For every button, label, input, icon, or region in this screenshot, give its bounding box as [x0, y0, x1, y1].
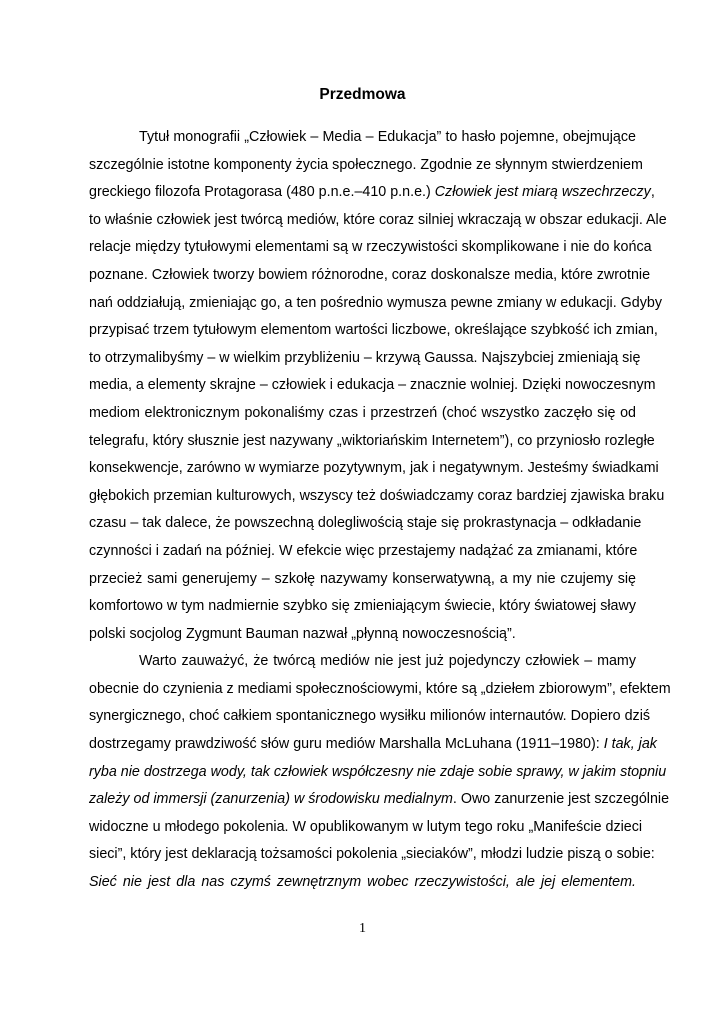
- line-text: szczególnie istotne komponenty życia społecznego. Zgodnie ze słynnym stwierdzeniem: [89, 156, 643, 173]
- document-body: [89, 124, 671, 897]
- text-line: [89, 455, 659, 483]
- text-line: [89, 621, 636, 649]
- text-line: [89, 400, 636, 428]
- line-text: czynności i zadań na później. W efekcie więc przestajemy nadążać za zmianami, które: [89, 542, 638, 559]
- text-line: [89, 538, 636, 566]
- line-text: relacje między tytułowymi elementami są w rzeczywistości skomplikowane i nie do końca: [89, 239, 652, 256]
- text-line: [89, 814, 643, 842]
- line-text: mediom elektronicznym pokonaliśmy czas i przestrzeń (choć wszystko zaczęło się od: [89, 404, 636, 421]
- line-text: Warto zauważyć, że twórcą mediów nie jest już pojedynczy człowiek – mamy: [139, 653, 636, 670]
- line-text: głębokich przemian kulturowych, wszyscy też doświadczamy coraz bardziej zjawiska braku: [89, 487, 665, 504]
- line-text: obecnie do czynienia z mediami społecznościowymi, które są „dziełem zbiorowym”, efektem: [89, 680, 671, 697]
- italic-quote-text: ryba nie dostrzega wody, tak człowiek współczesny nie zdaje sobie sprawy, w jakim stopniu: [89, 763, 667, 780]
- text-line: [89, 483, 665, 511]
- text-line: [89, 593, 636, 621]
- text-line: [89, 566, 636, 594]
- italic-quote-text: Sieć nie jest dla nas czymś zewnętrznym wobec rzeczywistości, ale jej elementem.: [89, 874, 636, 891]
- line-text: widoczne u młodego pokolenia. W opublikowanym w lutym tego roku „Manifeście dzieci: [89, 818, 643, 835]
- text-line: [89, 124, 636, 152]
- text-line: [89, 676, 671, 704]
- line-text: sieci”, który jest deklaracją tożsamości pokolenia „sieciaków”, młodzi ludzie piszą o sobie:: [89, 846, 655, 863]
- text-line: [89, 731, 657, 759]
- text-line: [89, 786, 670, 814]
- text-line: [89, 759, 667, 787]
- text-line: [89, 290, 662, 318]
- paragraph-1: [89, 124, 667, 648]
- text-line: [89, 234, 652, 262]
- text-line: [89, 703, 651, 731]
- line-text: Tytuł monografii „Człowiek – Media – Edukacja” to hasło pojemne, obejmujące: [139, 129, 636, 145]
- italic-quote-text: zależy od immersji (zanurzenia) w środowisku medialnym: [89, 791, 453, 808]
- page-number: 1: [359, 921, 366, 936]
- line-text: nań oddziałują, zmieniając go, a ten pośrednio wymusza pewne zmiany w edukacji. Gdyby: [89, 294, 662, 311]
- text-line: [89, 262, 651, 290]
- text-line: [89, 869, 636, 897]
- line-text: media, a elementy skrajne – człowiek i edukacja – znacznie wolniej. Dzięki nowoczesnym: [89, 377, 656, 394]
- italic-quote-text: Człowiek jest miarą wszechrzeczy: [434, 184, 651, 201]
- text-line: [89, 179, 655, 207]
- text-line: [89, 345, 641, 373]
- text-line: [89, 648, 636, 676]
- text-line: [89, 510, 642, 538]
- line-text: poznane. Człowiek tworzy bowiem różnorodne, coraz doskonalsze media, które zwrotnie: [89, 266, 651, 283]
- line-text: czasu – tak dalece, że powszechną dolegliwością staje się prokrastynacja – odkładanie: [89, 515, 642, 532]
- line-text: przypisać trzem tytułowym elementom wartości liczbowe, określające szybkość ich zmian,: [89, 322, 658, 339]
- line-text: telegrafu, który słusznie jest nazywany „wiktoriańskim Internetem”), co przyniosło rozległe: [89, 432, 655, 449]
- text-line: [89, 841, 655, 869]
- italic-quote-text: I tak, jak: [603, 736, 657, 753]
- paragraph-2: [89, 648, 671, 896]
- line-text: dostrzegamy prawdziwość słów guru mediów Marshalla McLuhana (1911–1980):: [89, 736, 604, 753]
- text-line: [89, 152, 643, 180]
- line-text: komfortowo w tym nadmiernie szybko się zmieniającym świecie, który światowej sławy: [89, 598, 636, 615]
- line-text: polski socjolog Zygmunt Bauman nazwał „płynną nowoczesnością”.: [89, 625, 516, 642]
- text-line: [89, 317, 658, 345]
- line-text: synergicznego, choć całkiem spontanicznego wysiłku milionów internautów. Dopiero dziś: [89, 708, 651, 725]
- line-text: greckiego filozofa Protagorasa (480 p.n.e.–410 p.n.e.): [89, 184, 435, 201]
- line-text: konsekwencje, zarówno w wymiarze pozytywnym, jak i negatywnym. Jesteśmy świadkami: [89, 460, 659, 477]
- page-title: Przedmowa: [319, 86, 406, 103]
- line-text: to właśnie człowiek jest twórcą mediów, które coraz silniej wkraczają w obszar edukacji. Ale: [89, 211, 667, 228]
- text-line: [89, 372, 656, 400]
- line-text: to otrzymalibyśmy – w wielkim przybliżeniu – krzywą Gaussa. Najszybciej zmieniają się: [89, 349, 641, 366]
- line-text: przecież sami generujemy – szkołę nazywamy konserwatywną, a my nie czujemy się: [89, 570, 636, 587]
- line-text: . Owo zanurzenie jest szczególnie: [452, 791, 670, 808]
- text-line: [89, 428, 655, 456]
- text-line: [89, 207, 667, 235]
- line-text: ,: [650, 184, 655, 201]
